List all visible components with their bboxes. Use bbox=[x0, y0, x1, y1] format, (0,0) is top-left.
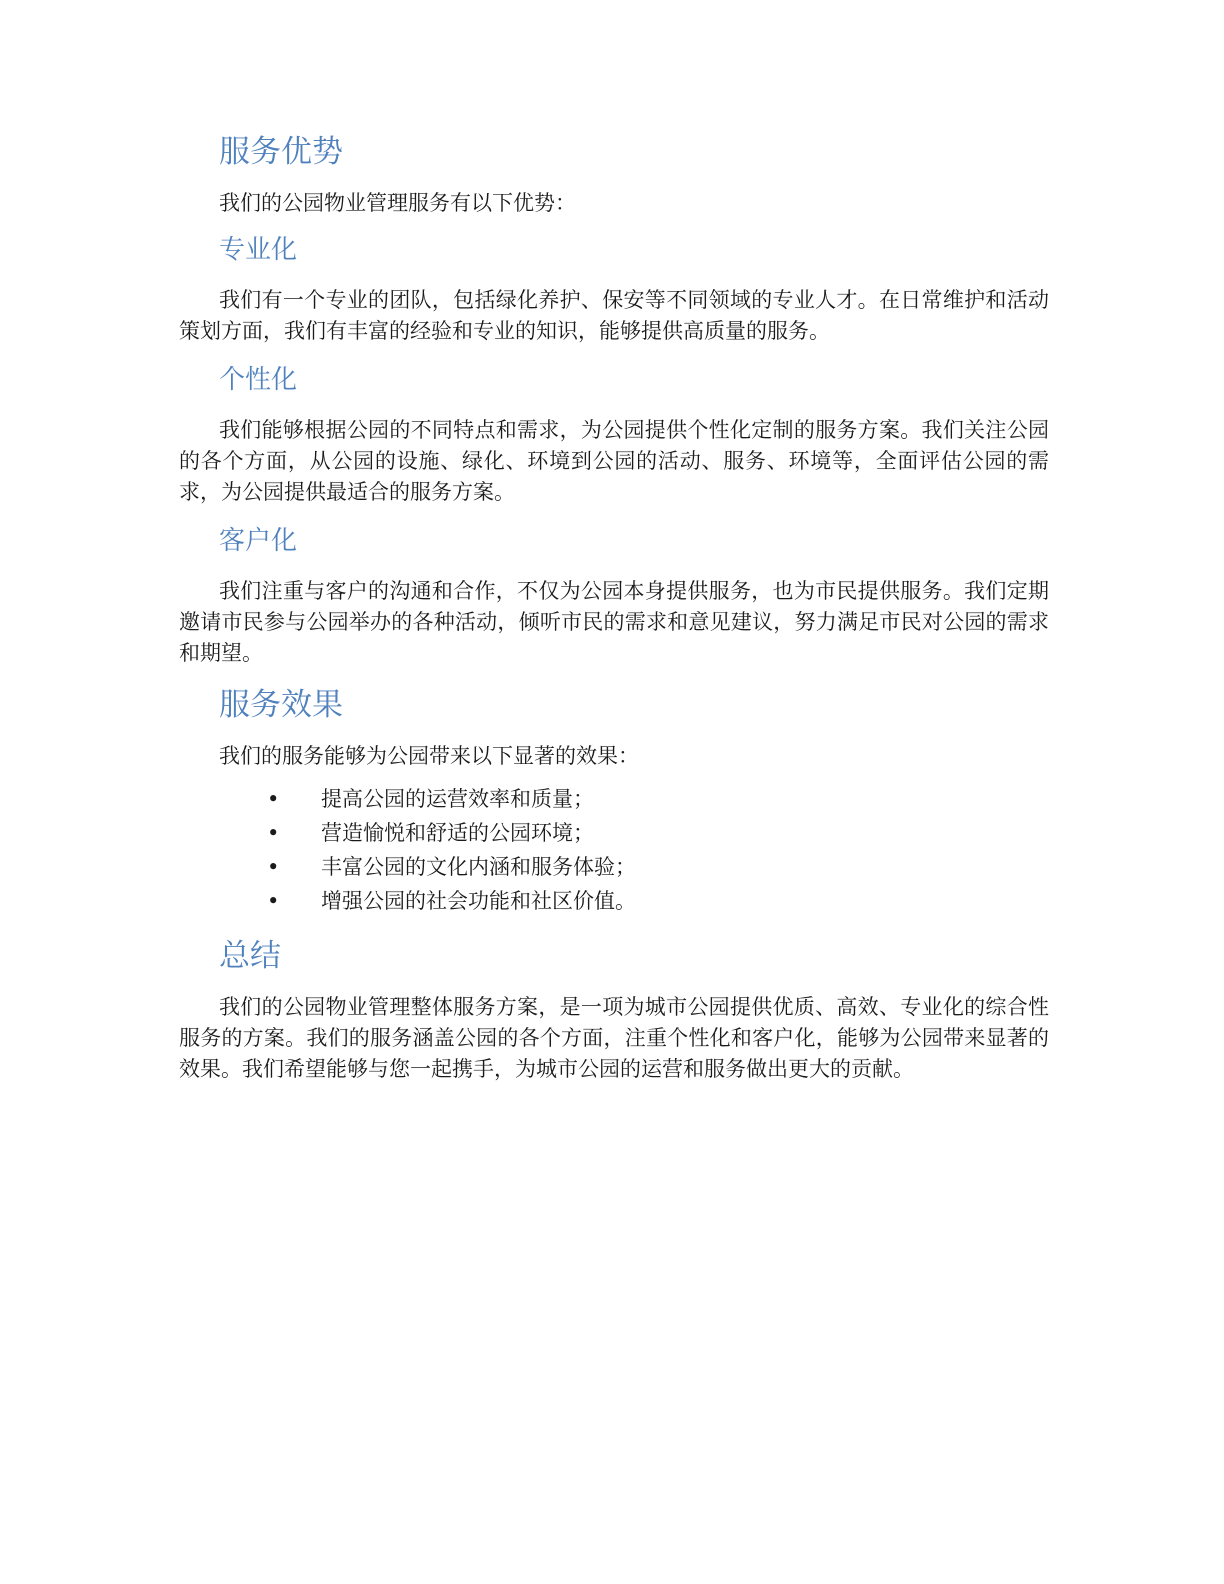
heading-service-advantages: 服务优势 bbox=[219, 134, 343, 170]
document-page bbox=[179, 130, 1049, 1099]
heading-customer: 客户化 bbox=[219, 526, 298, 556]
effects-intro: 我们的服务能够为公园带来以下显著的效果： bbox=[219, 744, 639, 768]
effects-list bbox=[179, 782, 1049, 918]
bullet-icon: • bbox=[267, 855, 280, 879]
bullet-icon: • bbox=[267, 889, 280, 913]
personalized-paragraph: 我们能够根据公园的不同特点和需求，为公园提供个性化定制的服务方案。我们关注公园的各个方面，从公园的设施、绿化、环境到公园的活动、服务、环境等，全面评估公园的需求，为公园提供最适合的服务方案。 bbox=[179, 418, 1049, 504]
professional-paragraph: 我们有一个专业的团队，包括绿化养护、保安等不同领域的专业人才。在日常维护和活动策划方面，我们有丰富的经验和专业的知识，能够提供高质量的服务。 bbox=[179, 288, 1049, 343]
list-item bbox=[179, 816, 1049, 850]
bullet-icon: • bbox=[267, 787, 280, 811]
heading-summary: 总结 bbox=[219, 938, 281, 974]
list-item bbox=[179, 884, 1049, 918]
customer-paragraph: 我们注重与客户的沟通和合作，不仅为公园本身提供服务，也为市民提供服务。我们定期邀请市民参与公园举办的各种活动，倾听市民的需求和意见建议，努力满足市民对公园的需求和期望。 bbox=[179, 579, 1049, 665]
advantages-intro: 我们的公园物业管理服务有以下优势： bbox=[219, 191, 576, 215]
list-item-text: 营造愉悦和舒适的公园环境； bbox=[321, 821, 594, 845]
list-item bbox=[179, 850, 1049, 884]
list-item-text: 丰富公园的文化内涵和服务体验； bbox=[321, 855, 636, 879]
summary-paragraph: 我们的公园物业管理整体服务方案，是一项为城市公园提供优质、高效、专业化的综合性服务的方案。我们的服务涵盖公园的各个方面，注重个性化和客户化，能够为公园带来显著的效果。我们希望能够与您一起携手，为城市公园的运营和服务做出更大的贡献。 bbox=[179, 995, 1049, 1081]
heading-personalized: 个性化 bbox=[219, 365, 298, 395]
list-item-text: 提高公园的运营效率和质量； bbox=[321, 787, 594, 811]
list-item bbox=[179, 782, 1049, 816]
list-item-text: 增强公园的社会功能和社区价值。 bbox=[321, 889, 636, 913]
bullet-icon: • bbox=[267, 821, 280, 845]
heading-professional: 专业化 bbox=[219, 235, 298, 265]
heading-service-effects: 服务效果 bbox=[219, 687, 343, 723]
